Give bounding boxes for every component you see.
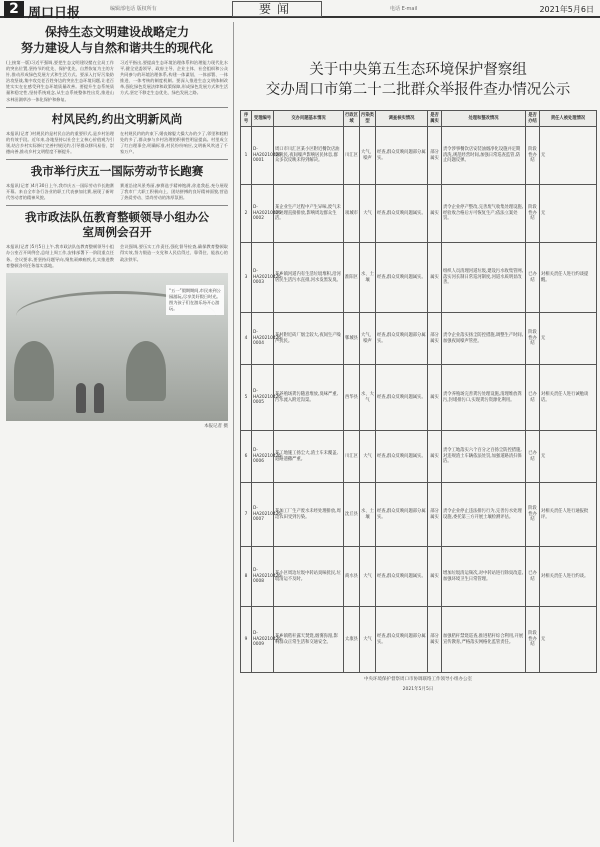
cell-text: 责令工地落实六个百分之百扬尘防控措施,对违规渣土车辆依法处罚,加强道路清扫保洁。 bbox=[443, 448, 522, 465]
cell-true bbox=[428, 365, 442, 431]
cell-text: 无 bbox=[541, 453, 546, 459]
cell-text: D-HA20210426-0001 bbox=[253, 147, 283, 164]
cell-person bbox=[540, 431, 597, 483]
cell-text: 经查,群众反映问题属实。 bbox=[377, 573, 426, 579]
cell-text: D-HA20210426-0002 bbox=[253, 205, 283, 222]
cell-finding bbox=[376, 547, 428, 607]
table-row bbox=[241, 431, 597, 483]
cell-person bbox=[540, 185, 597, 243]
table-row bbox=[241, 547, 597, 607]
cell-handling bbox=[442, 185, 526, 243]
cell-region bbox=[344, 431, 360, 483]
photo-tree-shape bbox=[14, 341, 54, 401]
article3-col-b: 赛道沿途风景秀丽,参赛选手精神饱满,你追我赶,充分展现了我市广大职工积极向上、团结拼搏的良好精神面貌,营造了热爱劳动、崇尚劳动的浓厚氛围。 bbox=[120, 183, 228, 201]
article4-col-a: 本报讯(记者 )5月5日上午,我市政法队伍教育整顿领导小组办公室召开周例会,总结上周工作,安排部署下一阶段重点任务。会议要求,要坚持问题导向,聚焦顽瘴痼疾,扎实推进教育整顿各项任务落实落地。 bbox=[6, 244, 114, 268]
table-row bbox=[241, 313, 597, 365]
cell-person bbox=[540, 313, 597, 365]
table-row bbox=[241, 365, 597, 431]
article1-headline1: 保持生态文明建设战略定力 bbox=[44, 25, 189, 39]
notice-title-line1: 关于中央第五生态环境保护督察组 bbox=[309, 62, 527, 78]
cell-id bbox=[252, 431, 283, 483]
cell-no bbox=[241, 547, 252, 607]
photo-byline: 本报记者 摄 bbox=[204, 423, 228, 429]
cell-region bbox=[344, 483, 360, 547]
cell-text: 某小区周边垃圾中转站臭味扰民,垃圾清运不及时。 bbox=[275, 571, 341, 582]
cell-issue bbox=[274, 483, 344, 547]
cell-finding bbox=[376, 185, 428, 243]
cell-region bbox=[344, 313, 360, 365]
issue-date-footer: 2021年5月5日 bbox=[402, 687, 434, 692]
photo-figure-shape bbox=[76, 383, 86, 413]
cell-handling bbox=[442, 127, 526, 185]
cell-text: 加强秸秆禁烧巡查,推进秸秆综合利用,开展宣传教育,严格落实网格化监管责任。 bbox=[443, 634, 524, 645]
cell-text: 某加工厂生产废水未经处理排放,周边农田受到污染。 bbox=[275, 509, 341, 520]
column-header: 是否办结 bbox=[526, 111, 540, 127]
cell-issue bbox=[274, 431, 344, 483]
cell-text: 部分属实 bbox=[430, 634, 439, 645]
masthead-note-right: 电话 E-mail bbox=[390, 6, 418, 12]
cell-text: 水、土壤 bbox=[361, 272, 374, 283]
cell-finding bbox=[376, 127, 428, 185]
cell-type bbox=[360, 313, 376, 365]
cell-type bbox=[360, 607, 376, 673]
cell-no bbox=[241, 483, 252, 547]
cell-handling bbox=[442, 547, 526, 607]
cell-text: 某养殖场粪污随意堆放,臭味严重,污水流入附近沟渠。 bbox=[275, 392, 338, 403]
cell-text: 水、大气 bbox=[361, 392, 374, 403]
cell-text: 西华县 bbox=[345, 394, 358, 400]
article2-headline: 村风民约,约出文明新风尚 bbox=[51, 111, 183, 126]
cell-id bbox=[252, 127, 283, 185]
news-photo bbox=[6, 273, 228, 421]
cell-text: 4 bbox=[244, 335, 248, 341]
cell-text: 大气 bbox=[363, 573, 372, 579]
cell-text: 无 bbox=[541, 636, 546, 642]
cell-text: 6 bbox=[244, 453, 248, 459]
cell-person bbox=[540, 365, 597, 431]
cell-region bbox=[344, 243, 360, 313]
cell-text: 责令养殖场完善粪污处理设施,清理堆放粪污,封堵排污口,实现粪污资源化利用。 bbox=[443, 392, 522, 403]
cell-text: 大气 bbox=[363, 453, 372, 459]
cell-issue bbox=[274, 243, 344, 313]
cell-true bbox=[428, 127, 442, 185]
cell-finding bbox=[376, 313, 428, 365]
article4-col-b: 会议强调,要压实工作责任,强化督导检查,确保教育整顿取得实效,努力锻造一支党和人民信得过、靠得住、能放心的政法铁军。 bbox=[120, 244, 228, 262]
article3-headline: 我市举行庆五一国际劳动节长跑赛 bbox=[30, 164, 204, 179]
cell-text: 增加垃圾清运频次,对中转站进行除臭改造,加强环境卫生日常管理。 bbox=[443, 571, 524, 582]
cell-region bbox=[344, 607, 360, 673]
cell-finding bbox=[376, 483, 428, 547]
cell-finding bbox=[376, 431, 428, 483]
cell-text: 责令涉事餐饮店安装油烟净化设施并定期清洗,规范经营时间,加强日常巡查监管,防止问题反弹。 bbox=[443, 147, 521, 164]
cell-text: 部分属实 bbox=[430, 509, 439, 520]
cell-region bbox=[344, 185, 360, 243]
cell-text: 责令企业停产整改,完善废气收集处理设施,经验收合格后方可恢复生产;依法立案处罚。 bbox=[443, 205, 524, 222]
cell-text: 属实 bbox=[430, 453, 439, 459]
cell-id bbox=[252, 243, 283, 313]
photo-caption: “五一”假期期间,市民来到公园游玩,尽享美好假日时光。图为孩子们在游乐场开心游玩。 bbox=[166, 285, 224, 315]
cell-no bbox=[241, 243, 252, 313]
cell-text: 淮阳区 bbox=[345, 274, 358, 280]
cell-issue bbox=[274, 365, 344, 431]
cell-person bbox=[540, 243, 597, 313]
article2-col-a: 本报讯(记者 )村规民约是村民自治的重要形式,是乡村治理的有效手段。近年来,各地坚持以社会主义核心价值观为引领,结合乡村实际修订完善村规民约,引导群众移风易俗、崇德向善,推动乡村文明程度不断提升。 bbox=[6, 130, 114, 154]
cell-text: 川汇区 bbox=[345, 152, 358, 158]
cell-true bbox=[428, 431, 442, 483]
column-header: 责任人被处理情况 bbox=[540, 111, 597, 127]
cell-person bbox=[540, 607, 597, 673]
cell-text: 经查,群众反映问题属实。 bbox=[377, 274, 426, 280]
table-row bbox=[241, 607, 597, 673]
article1-headline2: 努力建设人与自然和谐共生的现代化 bbox=[20, 41, 213, 55]
cell-handling bbox=[442, 431, 526, 483]
cell-text: 川汇区 bbox=[345, 453, 358, 459]
table-row bbox=[241, 483, 597, 547]
cell-no bbox=[241, 607, 252, 673]
cell-text: 阶段性办结 bbox=[528, 147, 537, 164]
cell-done bbox=[526, 607, 540, 673]
cell-id bbox=[252, 365, 283, 431]
cell-text: 经查,群众反映问题部分属实。 bbox=[377, 333, 426, 344]
cell-type bbox=[360, 365, 376, 431]
cell-person bbox=[540, 547, 597, 607]
cell-done bbox=[526, 185, 540, 243]
column-header: 受理编号 bbox=[252, 111, 274, 127]
cell-text: 经查,群众反映问题部分属实。 bbox=[377, 634, 426, 645]
cell-text: 周口市川汇区某小区附近餐饮店油烟扰民,夜间噪声影响居民休息,群众多次反映未得到解决。 bbox=[275, 147, 340, 164]
cell-text: 某乡镇秸秆露天焚烧,烟雾弥漫,影响群众正常生活和交通安全。 bbox=[275, 634, 338, 645]
cell-text: 某工地施工扬尘大,渣土车未覆盖,道路遗撒严重。 bbox=[275, 451, 338, 462]
cell-text: D-HA20210426-0003 bbox=[253, 269, 283, 286]
cell-no bbox=[241, 127, 252, 185]
cell-text: D-HA20210426-0005 bbox=[253, 389, 283, 406]
cell-text: 已办结 bbox=[528, 451, 537, 462]
cell-text: 属实 bbox=[430, 394, 439, 400]
cell-text: 某企业生产过程中产生异味,废气未经处理直接排放,影响周边群众生活。 bbox=[275, 205, 341, 222]
cell-text: 部分属实 bbox=[430, 333, 439, 344]
cell-type bbox=[360, 431, 376, 483]
cell-text: 属实 bbox=[430, 573, 439, 579]
article4-body bbox=[6, 244, 228, 268]
cell-text: 属实 bbox=[430, 274, 439, 280]
cell-done bbox=[526, 431, 540, 483]
cell-text: 某村附近砖厂烟尘较大,夜间生产噪声扰民。 bbox=[275, 333, 341, 344]
cell-no bbox=[241, 365, 252, 431]
column-header: 序号 bbox=[241, 111, 252, 127]
issuer: 中央环境保护督察周口市协调联络工作领导小组办公室 bbox=[364, 677, 472, 682]
column-header: 污染类型 bbox=[360, 111, 376, 127]
cell-type bbox=[360, 483, 376, 547]
cell-true bbox=[428, 547, 442, 607]
cell-text: 无 bbox=[541, 152, 546, 158]
cell-issue bbox=[274, 547, 344, 607]
article4-headline1: 我市政法队伍教育整顿领导小组办公 bbox=[25, 210, 209, 225]
cell-done bbox=[526, 127, 540, 185]
cell-text: 经查,群众反映问题属实。 bbox=[377, 394, 426, 400]
column-divider bbox=[233, 22, 234, 842]
cell-text: 对相关责任人进行通报批评。 bbox=[541, 509, 589, 520]
cell-type bbox=[360, 127, 376, 185]
cell-text: 对相关责任人进行诫勉谈话。 bbox=[541, 392, 589, 403]
cell-issue bbox=[274, 185, 344, 243]
article1-col-b: 习近平指出,要提高生态环境治理体系和治理能力现代化水平,健全党委领导、政府主导、企业主体、社会组织和公众共同参与的环境治理体系,构建一体谋划、一体部署、一体推进、一体考核的制度机制。要深入推进生态文明体制改革,强化绿色发展法律和政策保障,形成绿色发展方式和生活方式,坚定不移走生态优先、绿色发展之路。 bbox=[120, 60, 228, 96]
cell-text: 大气 bbox=[363, 636, 372, 642]
table-row bbox=[241, 243, 597, 313]
cell-text: 阶段性办结 bbox=[528, 506, 537, 523]
cell-text: D-HA20210426-0008 bbox=[253, 568, 283, 585]
table-header-row bbox=[241, 111, 597, 127]
cell-handling bbox=[442, 243, 526, 313]
cell-text: 大气、噪声 bbox=[361, 333, 374, 344]
column-header: 处理和整改情况 bbox=[442, 111, 526, 127]
cell-handling bbox=[442, 365, 526, 431]
cell-text: 部分属实 bbox=[430, 150, 439, 161]
cell-text: 阶段性办结 bbox=[528, 330, 537, 347]
cell-handling bbox=[442, 313, 526, 365]
column-header: 行政区域 bbox=[344, 111, 360, 127]
cell-text: 商水县 bbox=[345, 573, 358, 579]
cell-text: 5 bbox=[244, 394, 248, 400]
cell-text: 郸城县 bbox=[345, 335, 358, 341]
issue-date: 2021年5月6日 bbox=[539, 5, 594, 14]
cell-region bbox=[344, 547, 360, 607]
cell-text: 项城市 bbox=[345, 210, 358, 216]
article1-body bbox=[6, 60, 228, 103]
cell-done bbox=[526, 547, 540, 607]
cell-id bbox=[252, 483, 283, 547]
cell-text: 经查,群众反映问题部分属实。 bbox=[377, 150, 426, 161]
cell-true bbox=[428, 483, 442, 547]
cell-text: 属实 bbox=[430, 210, 439, 216]
cell-id bbox=[252, 547, 283, 607]
cell-text: D-HA20210426-0004 bbox=[253, 330, 283, 347]
divider bbox=[6, 107, 228, 108]
table-row bbox=[241, 127, 597, 185]
cell-text: 某乡镇河道内有生活垃圾堆积,沿河居民生活污水直排,河水发黑发臭。 bbox=[275, 272, 341, 283]
cell-issue bbox=[274, 127, 344, 185]
cell-issue bbox=[274, 607, 344, 673]
cell-handling bbox=[442, 483, 526, 547]
cell-type bbox=[360, 185, 376, 243]
cell-text: 太康县 bbox=[345, 636, 358, 642]
cell-no bbox=[241, 185, 252, 243]
article2-col-b: 在村规民约的约束下,婚丧嫁娶大操大办的少了,邻里和睦相处的多了,群众参与乡村治理的积极性明显提高。村里成立了红白理事会,明确标准,村民纷纷响应,文明新风吹进了千家万户。 bbox=[120, 130, 228, 154]
cell-id bbox=[252, 185, 283, 243]
cell-type bbox=[360, 547, 376, 607]
cell-true bbox=[428, 313, 442, 365]
photo-figure-shape bbox=[94, 383, 104, 413]
table-row bbox=[241, 185, 597, 243]
cell-person bbox=[540, 483, 597, 547]
cell-region bbox=[344, 127, 360, 185]
left-column bbox=[6, 24, 228, 429]
cell-text: 经查,群众反映问题属实。 bbox=[377, 453, 426, 459]
article3-col-a: 本报讯(记者 )4月30日上午,我市庆五一国际劳动节长跑赛开幕。来自全市各行各业的职工代表参加比赛,展现了新时代劳动者的精神风貌。 bbox=[6, 183, 114, 201]
cell-true bbox=[428, 185, 442, 243]
cell-text: 已办结 bbox=[528, 392, 537, 403]
cell-text: 无 bbox=[541, 335, 546, 341]
cell-text: D-HA20210426-0007 bbox=[253, 506, 283, 523]
article3-body bbox=[6, 183, 228, 201]
cell-text: 阶段性办结 bbox=[528, 205, 537, 222]
cell-text: 组织人员清理河道垃圾,建设污水收集管网,落实河长制日常巡河制度,河道水质明显改善。 bbox=[443, 269, 524, 286]
cell-text: 经查,群众反映问题部分属实。 bbox=[377, 509, 426, 520]
cell-id bbox=[252, 607, 283, 673]
cell-text: 水、土壤 bbox=[361, 509, 374, 520]
divider bbox=[6, 159, 228, 160]
divider bbox=[6, 205, 228, 206]
cell-done bbox=[526, 243, 540, 313]
page-number: 2 bbox=[4, 1, 24, 18]
article4-headline2: 室周例会召开 bbox=[82, 225, 152, 240]
cell-type bbox=[360, 243, 376, 313]
cell-text: D-HA20210426-0009 bbox=[253, 631, 283, 648]
cell-text: 1 bbox=[244, 152, 248, 158]
table-body bbox=[241, 127, 597, 673]
cell-text: 对相关责任人进行约谈提醒。 bbox=[541, 272, 589, 283]
notice-title-line2: 交办周口市第二十二批群众举报件查办情况公示 bbox=[265, 82, 571, 98]
cell-no bbox=[241, 431, 252, 483]
cell-issue bbox=[274, 313, 344, 365]
cell-text: 8 bbox=[244, 573, 248, 579]
cell-text: 2 bbox=[244, 210, 248, 216]
cell-done bbox=[526, 483, 540, 547]
column-header: 交办问题基本情况 bbox=[274, 111, 344, 127]
cell-text: 大气 bbox=[363, 210, 372, 216]
masthead-note-left: 编辑部电话 版权所有 bbox=[110, 6, 157, 12]
masthead bbox=[0, 0, 600, 21]
cell-text: 沈丘县 bbox=[345, 511, 358, 517]
cell-true bbox=[428, 243, 442, 313]
cell-id bbox=[252, 313, 283, 365]
column-header: 是否属实 bbox=[428, 111, 442, 127]
cell-text: 已办结 bbox=[528, 272, 537, 283]
right-section bbox=[240, 60, 596, 693]
cell-finding bbox=[376, 607, 428, 673]
cell-done bbox=[526, 313, 540, 365]
cell-text: 经查,群众反映问题属实。 bbox=[377, 210, 426, 216]
article1-col-a: (上接第一版)习近平强调,要把生态文明建设摆在全局工作的突出位置,坚持节约优先、保护优先、自然恢复为主的方针,推动形成绿色发展方式和生活方式。要深入打好污染防治攻坚战,集中攻克老百姓身边的突出生态环境问题,让老百姓实实在在感受到生态环境质量改善。要提升生态系统质量和稳定性,坚持系统观念,从生态系统整体性出发,推进山水林田湖草沙一体化保护和修复。 bbox=[6, 60, 114, 102]
cell-finding bbox=[376, 243, 428, 313]
cell-region bbox=[344, 365, 360, 431]
cell-text: 3 bbox=[244, 274, 248, 280]
cell-text: 无 bbox=[541, 210, 546, 216]
cell-person bbox=[540, 127, 597, 185]
cell-done bbox=[526, 365, 540, 431]
cell-true bbox=[428, 607, 442, 673]
cell-text: 对相关责任人进行约谈。 bbox=[541, 573, 589, 579]
section-title: 要闻 bbox=[232, 1, 322, 17]
paper-name: 周口日报 bbox=[28, 6, 81, 21]
cell-handling bbox=[442, 607, 526, 673]
cell-text: 责令企业停止违法排污行为,完善污水处理设施,委托第三方开展土壤检测评估。 bbox=[443, 509, 522, 520]
cell-no bbox=[241, 313, 252, 365]
cell-text: 已办结 bbox=[528, 571, 537, 582]
cell-text: 阶段性办结 bbox=[528, 631, 537, 648]
cell-text: 9 bbox=[244, 636, 248, 642]
photo-tree-shape bbox=[126, 341, 166, 401]
column-header: 调查核实情况 bbox=[376, 111, 428, 127]
article2-body bbox=[6, 131, 228, 155]
cell-text: 责令企业落实扬尘防控措施,调整生产时间,加强夜间噪声管控。 bbox=[443, 333, 524, 344]
cell-text: 大气、噪声 bbox=[361, 150, 374, 161]
cell-text: D-HA20210426-0006 bbox=[253, 448, 283, 465]
report-table bbox=[240, 110, 597, 673]
cell-finding bbox=[376, 365, 428, 431]
cell-text: 7 bbox=[244, 511, 248, 517]
